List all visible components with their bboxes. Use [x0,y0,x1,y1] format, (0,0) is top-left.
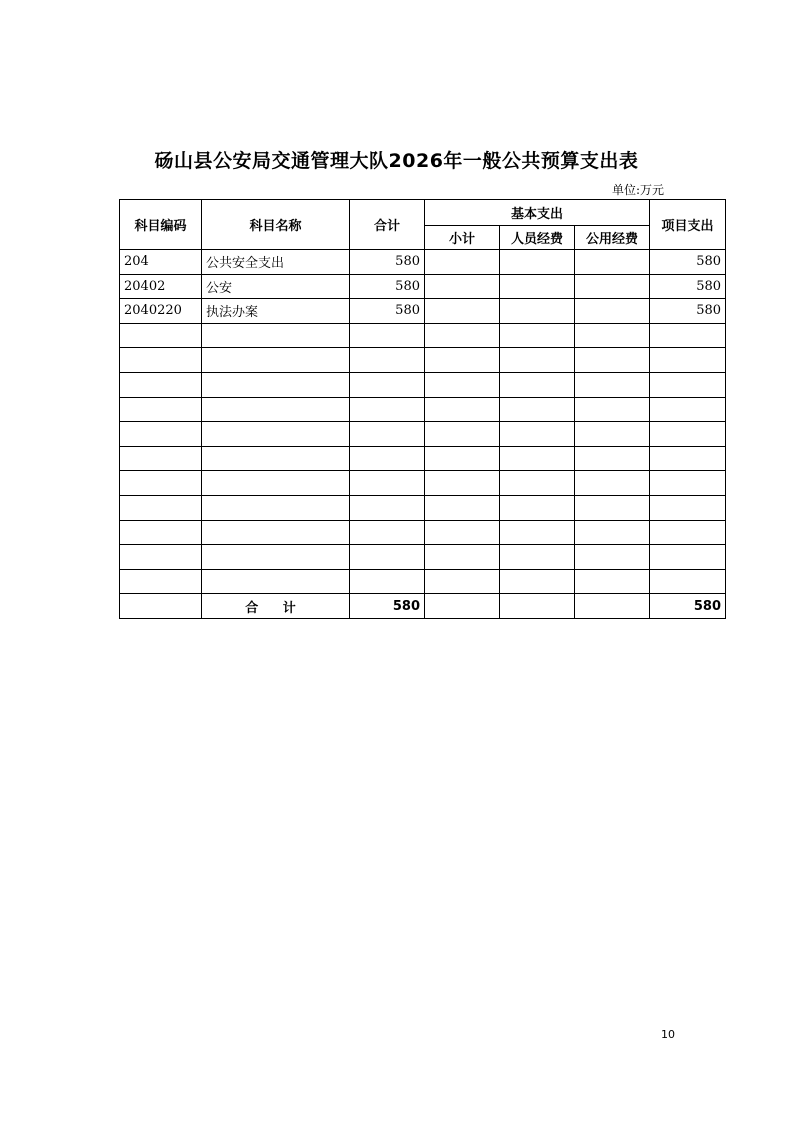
total-total: 580 [350,594,425,619]
unit-label: 单位:万元 [612,183,665,197]
page-number: 10 [661,1028,675,1041]
cell-code [120,569,202,594]
cell-personnel [500,348,575,373]
cell-total [350,422,425,447]
cell-total: 580 [350,250,425,275]
cell-subtotal [425,299,500,324]
cell-public [575,250,650,275]
cell-code: 2040220 [120,299,202,324]
total-project: 580 [650,594,726,619]
table-row [120,372,726,397]
cell-personnel [500,250,575,275]
cell-total [350,569,425,594]
cell-name: 公共安全支出 [202,250,350,275]
cell-public [575,569,650,594]
cell-project [650,569,726,594]
table-body [120,250,726,594]
cell-public [575,274,650,299]
cell-personnel [500,569,575,594]
page-title: 砀山县公安局交通管理大队2026年一般公共预算支出表 [154,150,639,172]
cell-public [575,372,650,397]
cell-personnel [500,495,575,520]
table-row [120,348,726,373]
cell-name [202,422,350,447]
cell-total [350,520,425,545]
cell-public [575,397,650,422]
cell-code [120,495,202,520]
header-personnel: 人员经费 [500,226,575,250]
total-label: 合 计 [202,594,350,619]
table-row [120,471,726,496]
cell-personnel [500,299,575,324]
cell-total [350,446,425,471]
cell-name: 执法办案 [202,299,350,324]
cell-code [120,372,202,397]
cell-name [202,372,350,397]
cell-subtotal [425,422,500,447]
cell-name [202,323,350,348]
header-basic: 基本支出 [425,200,650,226]
cell-project [650,446,726,471]
cell-public [575,299,650,324]
table-row [120,397,726,422]
cell-subtotal [425,250,500,275]
cell-personnel [500,520,575,545]
cell-project: 580 [650,250,726,275]
cell-personnel [500,471,575,496]
cell-project [650,471,726,496]
budget-table [119,199,726,619]
cell-project [650,397,726,422]
header-name: 科目名称 [202,200,350,250]
cell-personnel [500,372,575,397]
cell-subtotal [425,495,500,520]
header-project: 项目支出 [650,200,726,250]
cell-subtotal [425,397,500,422]
cell-project [650,372,726,397]
cell-code [120,323,202,348]
cell-code [120,397,202,422]
cell-total [350,545,425,570]
cell-personnel [500,545,575,570]
cell-name [202,495,350,520]
cell-total: 580 [350,299,425,324]
cell-name: 公安 [202,274,350,299]
cell-total [350,323,425,348]
total-subtotal [425,594,500,619]
cell-personnel [500,446,575,471]
total-public [575,594,650,619]
cell-total: 580 [350,274,425,299]
cell-subtotal [425,323,500,348]
cell-public [575,495,650,520]
cell-personnel [500,274,575,299]
cell-personnel [500,397,575,422]
table-row [120,569,726,594]
cell-project [650,348,726,373]
cell-code: 20402 [120,274,202,299]
cell-subtotal [425,348,500,373]
cell-personnel [500,422,575,447]
table-row [120,545,726,570]
cell-name [202,446,350,471]
cell-name [202,348,350,373]
cell-code: 204 [120,250,202,275]
cell-total [350,471,425,496]
cell-total [350,372,425,397]
table-row [120,299,726,324]
total-row [120,594,726,619]
cell-project: 580 [650,274,726,299]
cell-subtotal [425,274,500,299]
table-row [120,250,726,275]
cell-name [202,569,350,594]
cell-project: 580 [650,299,726,324]
cell-personnel [500,323,575,348]
cell-public [575,348,650,373]
cell-public [575,446,650,471]
header-public: 公用经费 [575,226,650,250]
cell-public [575,323,650,348]
cell-total [350,348,425,373]
cell-name [202,397,350,422]
cell-public [575,422,650,447]
cell-total [350,397,425,422]
cell-subtotal [425,471,500,496]
total-code-cell [120,594,202,619]
cell-project [650,545,726,570]
cell-code [120,348,202,373]
cell-subtotal [425,569,500,594]
cell-project [650,520,726,545]
cell-project [650,323,726,348]
table-row [120,274,726,299]
table-row [120,323,726,348]
cell-code [120,471,202,496]
header-code: 科目编码 [120,200,202,250]
header-row-1 [120,200,726,226]
cell-subtotal [425,545,500,570]
cell-code [120,422,202,447]
cell-code [120,446,202,471]
cell-public [575,520,650,545]
table-row [120,520,726,545]
cell-code [120,520,202,545]
cell-public [575,545,650,570]
cell-name [202,471,350,496]
table-row [120,422,726,447]
header-subtotal: 小计 [425,226,500,250]
cell-subtotal [425,446,500,471]
cell-name [202,545,350,570]
header-total: 合计 [350,200,425,250]
total-personnel [500,594,575,619]
cell-project [650,495,726,520]
cell-code [120,545,202,570]
table-row [120,495,726,520]
cell-project [650,422,726,447]
table-row [120,446,726,471]
cell-subtotal [425,520,500,545]
cell-total [350,495,425,520]
cell-public [575,471,650,496]
cell-subtotal [425,372,500,397]
cell-name [202,520,350,545]
